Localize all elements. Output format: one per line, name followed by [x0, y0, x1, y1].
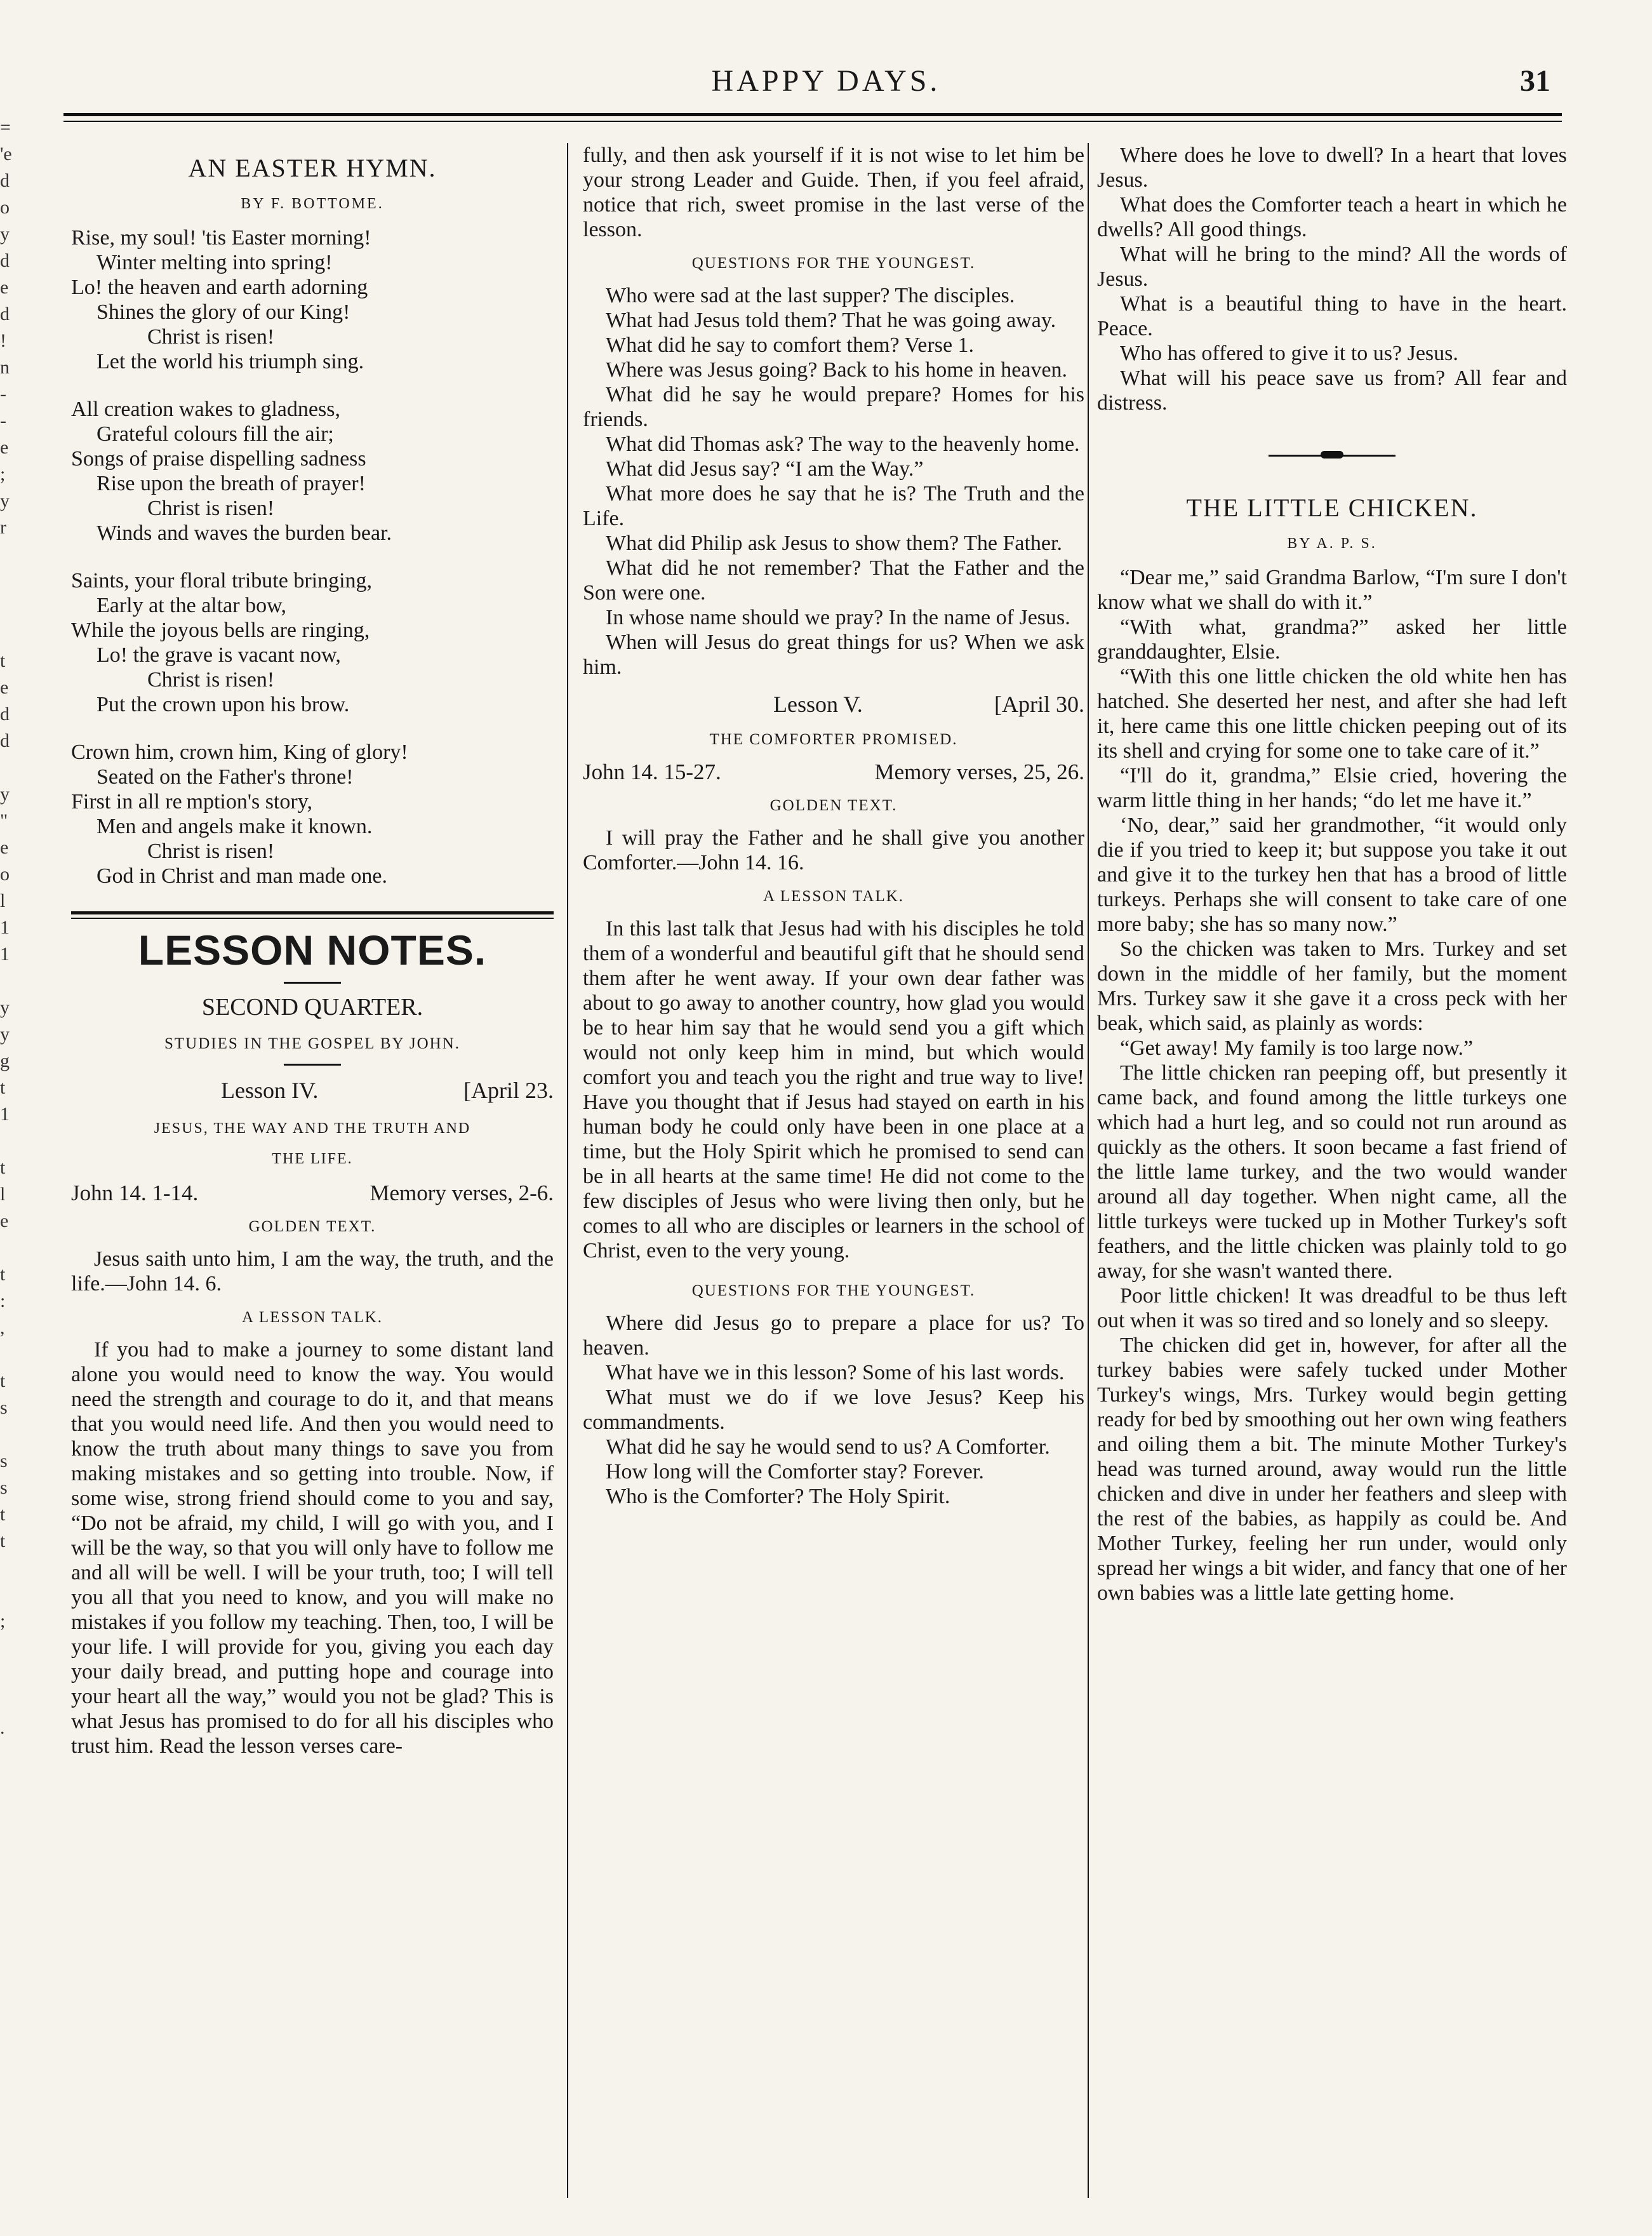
edge-fragment: g	[0, 1050, 10, 1071]
poem-line: Men and angels make it known.	[97, 815, 373, 838]
questions-list	[1097, 143, 1567, 415]
edge-fragment: !	[0, 330, 6, 351]
question-item: How long will the Comforter stay? Forever.	[606, 1460, 984, 1483]
question-item: When will Jesus do great things for us? When we ask him.	[583, 631, 1084, 679]
hymn-stanza	[71, 397, 554, 546]
golden-text: I will pray the Father and he shall give you another Comforter.—John 14. 16.	[583, 826, 1084, 874]
edge-fragment: d	[0, 170, 10, 191]
edge-fragment: -	[0, 384, 6, 405]
poem-line: Crown him, crown him, King of glory!	[71, 740, 408, 764]
quarter-heading: SECOND QUARTER.	[201, 994, 423, 1021]
questions-list	[583, 283, 1084, 680]
question-item: What have we in this lesson? Some of his last words.	[606, 1361, 1065, 1384]
edge-fragment: ,	[0, 1317, 5, 1338]
story-paragraph: So the chicken was taken to Mrs. Turkey and set down in the middle of her family, but the moment Mrs. Turkey saw it she gave it a cross peck with her beak, which said, as plainly as words:	[1097, 937, 1567, 1035]
question-item: What had Jesus told them? That he was going away.	[606, 309, 1056, 332]
lesson-talk-heading: A LESSON TALK.	[241, 1309, 383, 1326]
story-paragraph: The little chicken ran peeping off, but presently it came back, and found among the little turkeys one which had a hurt leg, and so could not run around as quickly as the others. It soon became a fast friend of the little lame turkey, and the two would wander around all day together. When night came, all the little turkeys were tucked up in Mother Turkey's soft feathers, and the little chicken was plainly told to go away, for she wasn't wanted there.	[1097, 1061, 1567, 1283]
lesson-talk-continued: fully, and then ask yourself if it is not wise to let him be your strong Leader and Guide. Then, if you feel afraid, notice that rich, sweet promise in the last verse of the lesson.	[583, 144, 1084, 241]
golden-text: Jesus saith unto him, I am the way, the truth, and the life.—John 14. 6.	[71, 1247, 554, 1295]
question-item: Where does he love to dwell? In a heart that loves Jesus.	[1097, 144, 1567, 192]
hymn-stanza	[71, 568, 554, 717]
question-item: Where was Jesus going? Back to his home in heaven.	[606, 358, 1068, 382]
edge-fragment: y	[0, 224, 10, 244]
question-item: What did Thomas ask? The way to the heavenly home.	[606, 432, 1080, 456]
edge-fragment: s	[0, 1477, 8, 1498]
poem-line: God in Christ and man made one.	[97, 864, 387, 888]
edge-fragment: d	[0, 250, 10, 271]
poem-line: Winds and waves the burden bear.	[97, 521, 392, 545]
lesson-title: THE COMFORTER PROMISED.	[709, 731, 958, 748]
short-rule	[284, 982, 341, 984]
edge-fragment	[0, 594, 19, 621]
edge-fragment	[0, 1661, 19, 1688]
edge-fragment: d	[0, 704, 10, 725]
edge-fragment: 'e	[0, 144, 12, 164]
edge-fragment: n	[0, 357, 10, 378]
poem-line: While the joyous bells are ringing,	[71, 619, 370, 642]
edge-fragment	[0, 1795, 19, 1821]
hymn-poem	[71, 225, 554, 888]
cropped-adjacent-page-edge	[0, 114, 19, 2019]
lesson-talk: If you had to make a journey to some distant land alone you would need to know the way. You would need the strength and courage to do it, and that means that you would need life. And then you would need to know the truth about many things to save you from making mistakes and so getting into trouble. Now, if some wise, strong friend should come to you and say, “Do not be afraid, my child, I will go with you, and I will be the way, so that you will only have to follow me and all will be well. I will be your truth, too; I will tell you all that you need to know, and you will make no mistakes if you follow my teaching. Then, too, I will be your life. I will provide for you, giving you each day your daily bread, and putting hope and courage into your heart all the way,” would you not be glad? This is what Jesus has promised to do for all his disciples who trust him. Read the lesson verses care-	[71, 1338, 554, 1758]
lesson-talk: In this last talk that Jesus had with his disciples he told them of a wonderful and beautiful gift that he should send them after he went away. If your own dear father was about to go away to another country, how glad you would be to hear him say that he would send you a gift which would not only keep him in mind, but which would comfort you and teach you the right and true way to live! Have you thought that if Jesus had stayed on earth in his human body he could only have been in one place at a time, but the Holy Spirit which he promised to send can be in all hearts at the same time! He did not come to the few disciples of Jesus who were living then only, but he comes to all who are disciples or learners in the school of Christ, even to the very young.	[583, 917, 1084, 1262]
edge-fragment: .	[0, 1717, 5, 1738]
edge-fragment: s	[0, 1450, 8, 1471]
edge-fragment	[0, 541, 19, 568]
edge-fragment	[0, 1421, 19, 1448]
edge-fragment: -	[0, 410, 6, 431]
poem-line: Early at the altar bow,	[97, 594, 286, 617]
edge-fragment: y	[0, 997, 10, 1018]
edge-fragment: 1	[0, 1104, 10, 1125]
memory-verses: Memory verses, 25, 26.	[874, 760, 1084, 784]
header-rule-thick	[63, 113, 1562, 116]
poem-line: Christ is risen!	[147, 668, 275, 692]
lesson-label: Lesson IV.	[221, 1078, 319, 1103]
ornamental-divider	[1269, 453, 1396, 457]
edge-fragment: t	[0, 1264, 6, 1285]
edge-fragment: t	[0, 650, 6, 671]
poem-line: Rise, my soul! 'tis Easter morning!	[71, 226, 371, 250]
story-title: THE LITTLE CHICKEN.	[1186, 493, 1478, 522]
poem-line: Christ is risen!	[147, 325, 275, 349]
story-paragraph: ‘No, dear,” said her grandmother, “it would only die if you tried to keep it; but suppose you take it out and give it to the turkey hen that has a brood of little turkeys. Perhaps she will consent to take care of one more baby; she has so many now.”	[1097, 813, 1567, 936]
poem-line: Rise upon the breath of prayer!	[97, 472, 366, 495]
question-item: What did Philip ask Jesus to show them? The Father.	[606, 532, 1062, 555]
edge-fragment: t	[0, 1157, 6, 1178]
poem-line: Shines the glory of our King!	[97, 300, 350, 324]
edge-fragment	[0, 1235, 19, 1261]
edge-fragment: r	[0, 517, 6, 538]
hymn-author: BY F. BOTTOME.	[241, 196, 384, 212]
question-item: What did he say he would prepare? Homes for his friends.	[583, 383, 1084, 431]
header-rule-thin	[63, 121, 1562, 122]
memory-verses: Memory verses, 2-6.	[370, 1181, 554, 1205]
edge-fragment: t	[0, 1077, 6, 1098]
column-divider	[1088, 143, 1089, 2198]
short-rule	[284, 1064, 341, 1066]
scripture-reference: John 14. 15-27.	[583, 760, 721, 784]
poem-line: Saints, your floral tribute bringing,	[71, 569, 373, 592]
question-item: Who is the Comforter? The Holy Spirit.	[606, 1485, 950, 1508]
story-paragraph: The chicken did get in, however, for after all the turkey babies were safely tucked under Mother Turkey's wings, Mrs. Turkey would begin getting ready for bed by smoothing out her own wing feathers and oiling them a bit. The minute Mother Turkey's head was turned around, away would run the little chicken and dive in under her feathers and sleep with the rest of the babies, as happily as could be. And Mother Turkey, feeling her run under, would only spread her wings a bit wider, and fancy that one of her own babies was a little late getting home.	[1097, 1334, 1567, 1605]
question-item: What did Jesus say? “I am the Way.”	[606, 457, 924, 481]
edge-fragment: d	[0, 304, 10, 325]
poem-line: Christ is risen!	[147, 497, 275, 520]
column-2	[583, 143, 1084, 2211]
edge-fragment: t	[0, 1504, 6, 1525]
scripture-reference-line	[71, 1181, 554, 1205]
edge-fragment: d	[0, 730, 10, 751]
hymn-title: AN EASTER HYMN.	[188, 154, 437, 182]
page-header	[0, 0, 1652, 133]
edge-fragment: e	[0, 1210, 9, 1231]
edge-fragment: s	[0, 1397, 8, 1418]
edge-fragment: l	[0, 890, 6, 911]
page-number: 31	[1520, 64, 1550, 98]
edge-fragment	[0, 568, 19, 594]
edge-fragment: o	[0, 197, 10, 218]
edge-fragment: t	[0, 1530, 6, 1551]
edge-fragment: e	[0, 677, 9, 698]
publication-title: HAPPY DAYS.	[711, 64, 941, 98]
scripture-reference-line	[583, 760, 1084, 784]
question-item: What must we do if we love Jesus? Keep his commandments.	[583, 1386, 1084, 1434]
edge-fragment	[0, 968, 19, 994]
studies-heading: STUDIES IN THE GOSPEL BY JOHN.	[164, 1035, 461, 1052]
edge-fragment: 1	[0, 917, 10, 938]
story-paragraph: “Get away! My family is too large now.”	[1120, 1036, 1474, 1060]
column-divider	[567, 143, 568, 2198]
story-author: BY A. P. S.	[1287, 535, 1377, 552]
edge-fragment: "	[0, 810, 8, 831]
question-item: What did he not remember? That the Father and the Son were one.	[583, 556, 1084, 605]
edge-fragment: e	[0, 437, 9, 458]
edge-fragment	[0, 1581, 19, 1608]
scripture-reference: John 14. 1-14.	[71, 1181, 199, 1205]
story-paragraph: “With this one little chicken the old white hen has hatched. She deserted her nest, and after she had left it, here came this one little chicken peeping out of its its shell and crying for some one to take care of it.”	[1097, 665, 1567, 763]
poem-line: Songs of praise dispelling sadness	[71, 447, 366, 471]
edge-fragment: ;	[0, 1610, 6, 1631]
question-item: Who were sad at the last supper? The disciples.	[606, 284, 1015, 307]
edge-fragment	[0, 1128, 19, 1155]
column-3	[1097, 143, 1567, 2211]
poem-line: Lo! the grave is vacant now,	[97, 643, 341, 667]
poem-line: Christ is risen!	[147, 840, 275, 863]
edge-fragment: t	[0, 1370, 6, 1391]
poem-line: First in all re mption's story,	[71, 790, 312, 813]
lesson-label: Lesson V.	[773, 692, 863, 717]
lesson-line	[583, 692, 1084, 717]
question-item: What did he say he would send to us? A Comforter.	[606, 1435, 1050, 1459]
lesson-talk-heading: A LESSON TALK.	[763, 888, 905, 905]
golden-text-heading: GOLDEN TEXT.	[248, 1218, 376, 1235]
poem-line: Put the crown upon his brow.	[97, 693, 350, 716]
edge-fragment: =	[0, 117, 11, 138]
edge-fragment	[0, 754, 19, 781]
hymn-stanza	[71, 225, 554, 374]
poem-line: Lo! the heaven and earth adorning	[71, 276, 368, 299]
edge-fragment: o	[0, 864, 10, 885]
poem-line: All creation wakes to gladness,	[71, 398, 340, 421]
question-item: What more does he say that he is? The Truth and the Life.	[583, 482, 1084, 530]
section-double-rule	[71, 911, 554, 919]
story-paragraph: Poor little chicken! It was dreadful to be thus left out when it was so tired and so lonely and so sleepy.	[1097, 1284, 1567, 1332]
story-body	[1097, 565, 1567, 1605]
questions-list	[583, 1311, 1084, 1509]
question-item: What does the Comforter teach a heart in which he dwells? All good things.	[1097, 193, 1567, 241]
hymn-stanza	[71, 740, 554, 888]
golden-text-heading: GOLDEN TEXT.	[769, 797, 898, 814]
questions-heading: QUESTIONS FOR THE YOUNGEST.	[691, 255, 976, 272]
question-item: What is a beautiful thing to have in the heart. Peace.	[1097, 292, 1567, 340]
questions-heading: QUESTIONS FOR THE YOUNGEST.	[691, 1282, 976, 1299]
lesson-date: [April 23.	[463, 1078, 554, 1103]
poem-line: Grateful colours fill the air;	[97, 422, 334, 446]
column-1	[71, 143, 554, 2211]
edge-fragment: l	[0, 1184, 6, 1205]
edge-fragment: y	[0, 490, 10, 511]
poem-line: Winter melting into spring!	[97, 251, 333, 274]
edge-fragment	[0, 1741, 19, 1768]
poem-line: Let the world his triumph sing.	[97, 350, 364, 373]
question-item: In whose name should we pray? In the name of Jesus.	[606, 606, 1070, 629]
question-item: What will his peace save us from? All fear and distress.	[1097, 366, 1567, 415]
edge-fragment: e	[0, 837, 9, 858]
lesson-title-line: JESUS, THE WAY AND THE TRUTH AND	[154, 1120, 471, 1137]
edge-fragment: y	[0, 784, 10, 805]
lesson-notes-heading: LESSON NOTES.	[138, 927, 487, 974]
question-item: What will he bring to the mind? All the words of Jesus.	[1097, 243, 1567, 291]
edge-fragment: y	[0, 1024, 10, 1045]
edge-fragment	[0, 1768, 19, 1795]
edge-fragment	[0, 1341, 19, 1368]
lesson-date: [April 30.	[994, 692, 1084, 717]
edge-fragment	[0, 1555, 19, 1581]
edge-fragment	[0, 621, 19, 648]
edge-fragment	[0, 1635, 19, 1661]
story-paragraph: “Dear me,” said Grandma Barlow, “I'm sure I don't know what we shall do with it.”	[1097, 566, 1567, 614]
lesson-title-line: THE LIFE.	[272, 1151, 353, 1167]
edge-fragment: :	[0, 1290, 6, 1311]
question-item: What did he say to comfort them? Verse 1.	[606, 333, 975, 357]
question-item: Where did Jesus go to prepare a place for us? To heaven.	[583, 1311, 1084, 1360]
lesson-line	[71, 1078, 554, 1103]
story-paragraph: “I'll do it, grandma,” Elsie cried, hovering the warm little thing in her hands; “do let me have it.”	[1097, 764, 1567, 812]
question-item: Who has offered to give it to us? Jesus.	[1120, 342, 1458, 365]
edge-fragment: e	[0, 277, 9, 298]
edge-fragment	[0, 1688, 19, 1715]
edge-fragment: ;	[0, 464, 6, 485]
story-paragraph: “With what, grandma?” asked her little granddaughter, Elsie.	[1097, 615, 1567, 664]
poem-line: Seated on the Father's throne!	[97, 765, 354, 789]
edge-fragment: 1	[0, 944, 10, 965]
lesson-title	[71, 1113, 554, 1174]
